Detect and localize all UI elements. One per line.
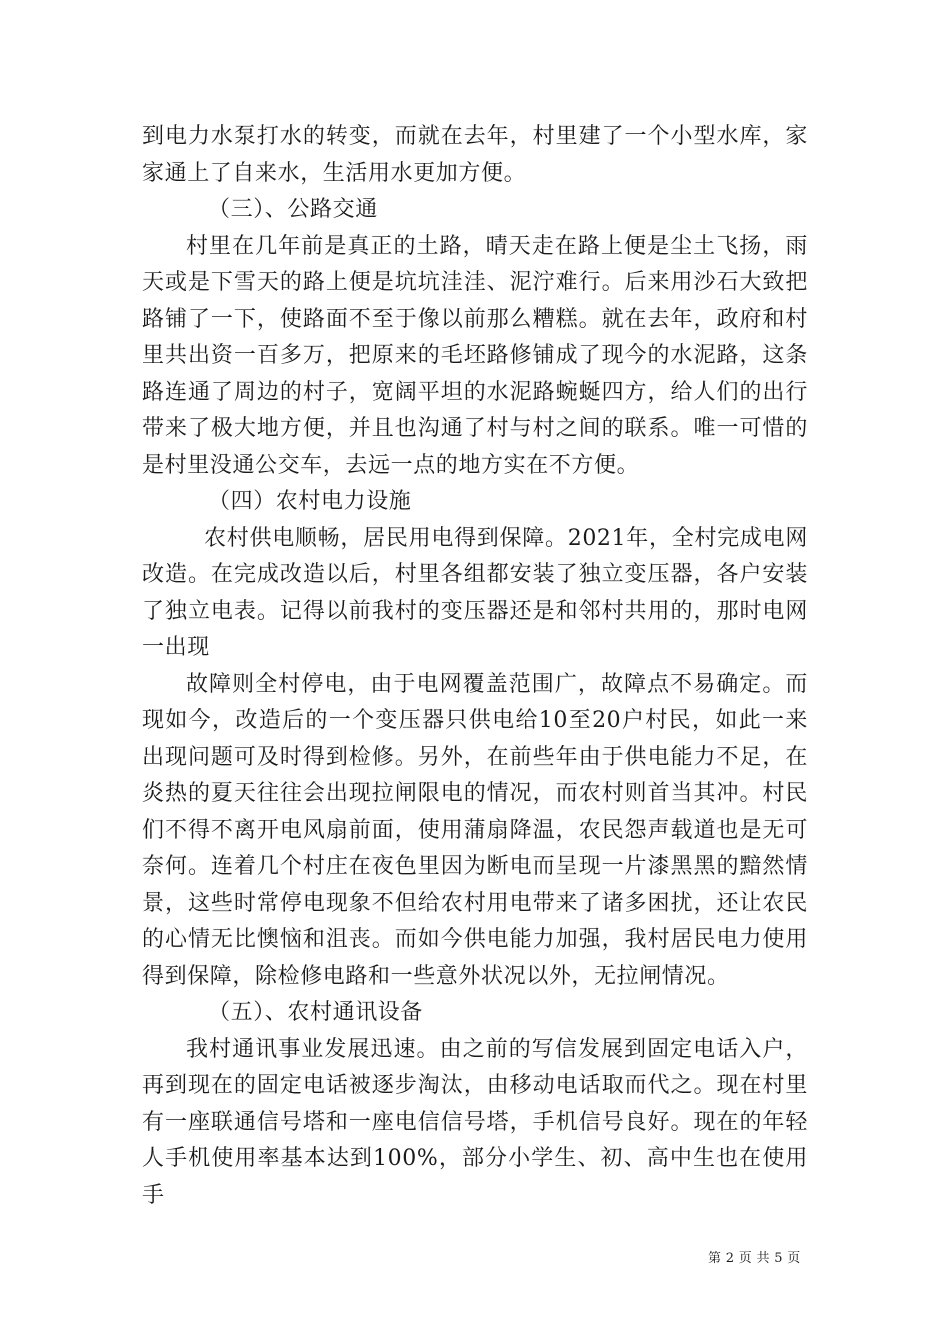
paragraph-communication: 我村通讯事业发展迅速。由之前的写信发展到固定电话入户，再到现在的固定电话被逐步淘汰，由移动电话取而代之。现在村里有一座联通信号塔和一座电信信号塔，手机信号良好。现在的年轻人手机使用率基本达到100%，部分小学生、初、高中生也在使用手 [142, 1036, 808, 1208]
section-heading-power-facilities: （四）农村电力设施 [208, 489, 412, 514]
paragraph-power-outages: 故障则全村停电，由于电网覆盖范围广，故障点不易确定。而现如今，改造后的一个变压器只供电给10至20户村民，如此一来出现问题可及时得到检修。另外，在前些年由于供电能力不足，在炎热的夏天往往会出现拉闸限电的情况，而农村则首当其冲。村民们不得不离开电风扇前面，使用蒲扇降温，农民怨声载道也是无可奈何。连着几个村庄在夜色里因为断电而呈现一片漆黑黑的黯然情景，这些时常停电现象不但给农村用电带来了诸多困扰，还让农民的心情无比懊恼和沮丧。而如今供电能力加强，我村居民电力使用得到保障，除检修电路和一些意外状况以外，无拉闸情况。 [142, 671, 808, 989]
section-heading-communication: （五）、农村通讯设备 [208, 1000, 424, 1025]
paragraph-road-transport: 村里在几年前是真正的土路，晴天走在路上便是尘土飞扬，雨天或是下雪天的路上便是坑坑洼洼、泥泞难行。后来用沙石大致把路铺了一下，使路面不至于像以前那么糟糕。就在去年，政府和村里共出资一百多万，把原来的毛坯路修铺成了现今的水泥路，这条路连通了周边的村子，宽阔平坦的水泥路蜿蜒四方，给人们的出行带来了极大地方便，并且也沟通了村与村之间的联系。唯一可惜的是村里没通公交车，去远一点的地方实在不方便。 [142, 233, 808, 478]
paragraph-power-supply: 农村供电顺畅，居民用电得到保障。2021年，全村完成电网改造。在完成改造以后，村里各组都安装了独立变压器，各户安装了独立电表。记得以前我村的变压器还是和邻村共用的，那时电网一出现 [142, 525, 808, 660]
document-body [142, 119, 808, 1214]
page-number-footer: 第 2 页 共 5 页 [708, 1251, 801, 1266]
paragraph-continuation: 到电力水泵打水的转变，而就在去年，村里建了一个小型水库，家家通上了自来水，生活用水更加方便。 [142, 124, 808, 186]
section-heading-road-transport: （三）、公路交通 [208, 197, 378, 222]
